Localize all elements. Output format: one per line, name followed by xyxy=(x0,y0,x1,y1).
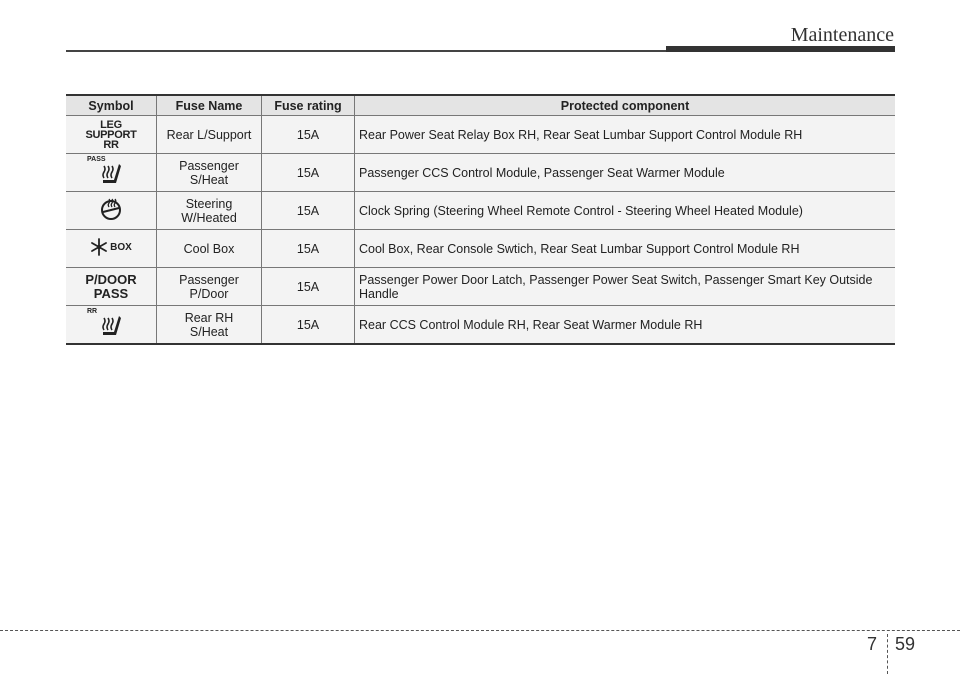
fuse-name-line: Steering xyxy=(185,196,233,211)
table-row xyxy=(66,306,895,345)
cool-box-symbol xyxy=(90,238,132,256)
column-header-fuse-rating: Fuse rating xyxy=(262,95,355,116)
table-header-row xyxy=(66,95,895,116)
symbol-line: P/DOOR xyxy=(85,271,137,287)
leg-support-rr-symbol xyxy=(70,120,152,150)
fuse-name-cell: Rear L/Support xyxy=(157,116,262,154)
page-number: 59 xyxy=(895,634,916,654)
page-number-separator xyxy=(887,634,888,674)
fuse-rating-cell: 15A xyxy=(262,230,355,268)
protected-component-cell: Clock Spring (Steering Wheel Remote Control - Steering Wheel Heated Module) xyxy=(355,192,896,230)
fuse-name-line: Passenger xyxy=(179,272,239,287)
fuse-name-cell xyxy=(157,306,262,345)
component-line: Passenger Power Door Latch, Passenger Power Seat Switch, Passenger Smart Key Outside xyxy=(359,272,873,287)
fuse-name-line: S/Heat xyxy=(189,172,229,187)
header-rule-bold xyxy=(666,46,895,52)
heated-steering-wheel-icon xyxy=(98,196,124,222)
column-header-fuse-name: Fuse Name xyxy=(157,95,262,116)
fuse-name-cell xyxy=(157,154,262,192)
fuse-rating-cell: 15A xyxy=(262,192,355,230)
protected-component-cell: Passenger CCS Control Module, Passenger Seat Warmer Module xyxy=(355,154,896,192)
seat-heater-icon xyxy=(101,162,123,186)
symbol-line: LEG xyxy=(100,118,122,131)
fuse-rating-cell: 15A xyxy=(262,154,355,192)
fuse-name-line: Passenger xyxy=(179,158,239,173)
fuse-name-cell xyxy=(157,268,262,306)
fuse-name-line: P/Door xyxy=(189,286,229,301)
rr-seat-heater-symbol xyxy=(81,306,141,340)
fuse-name-cell xyxy=(157,192,262,230)
table-row xyxy=(66,154,895,192)
table-row xyxy=(66,268,895,306)
symbol-cell xyxy=(66,268,157,306)
fuse-name-line: S/Heat xyxy=(189,324,229,339)
protected-component-cell: Rear CCS Control Module RH, Rear Seat Warmer Module RH xyxy=(355,306,896,345)
seat-heater-icon xyxy=(101,314,123,338)
column-header-symbol: Symbol xyxy=(66,95,157,116)
chapter-number: 7 xyxy=(867,634,878,654)
protected-component-cell: Cool Box, Rear Console Swtich, Rear Seat Lumbar Support Control Module RH xyxy=(355,230,896,268)
fuse-rating-cell: 15A xyxy=(262,306,355,345)
symbol-cell xyxy=(66,116,157,154)
footer-rule xyxy=(0,630,960,631)
table-row xyxy=(66,230,895,268)
symbol-line: RR xyxy=(103,138,119,151)
symbol-label: BOX xyxy=(110,241,132,253)
fuse-name-cell: Cool Box xyxy=(157,230,262,268)
pass-seat-heater-symbol xyxy=(81,154,141,188)
symbol-cell xyxy=(66,306,157,345)
symbol-cell xyxy=(66,192,157,230)
symbol-cell xyxy=(66,154,157,192)
column-header-protected-component: Protected component xyxy=(355,95,896,116)
symbol-line: SUPPORT xyxy=(85,128,137,141)
fuse-name-line: Rear RH xyxy=(184,310,234,325)
p-door-pass-symbol xyxy=(70,273,152,301)
fuse-table xyxy=(66,94,895,345)
symbol-label: RR xyxy=(87,308,98,315)
table-row xyxy=(66,192,895,230)
table-row xyxy=(66,116,895,154)
header-rule xyxy=(66,50,666,52)
symbol-label: PASS xyxy=(87,156,106,163)
symbol-cell xyxy=(66,230,157,268)
protected-component-cell: Rear Power Seat Relay Box RH, Rear Seat Lumbar Support Control Module RH xyxy=(355,116,896,154)
protected-component-cell xyxy=(355,268,896,306)
symbol-line: PASS xyxy=(93,285,129,301)
page-header-title: Maintenance xyxy=(790,24,894,46)
component-line: Handle xyxy=(359,286,399,301)
snowflake-icon xyxy=(90,238,108,256)
fuse-name-line: W/Heated xyxy=(181,210,237,225)
fuse-rating-cell: 15A xyxy=(262,268,355,306)
fuse-rating-cell: 15A xyxy=(262,116,355,154)
